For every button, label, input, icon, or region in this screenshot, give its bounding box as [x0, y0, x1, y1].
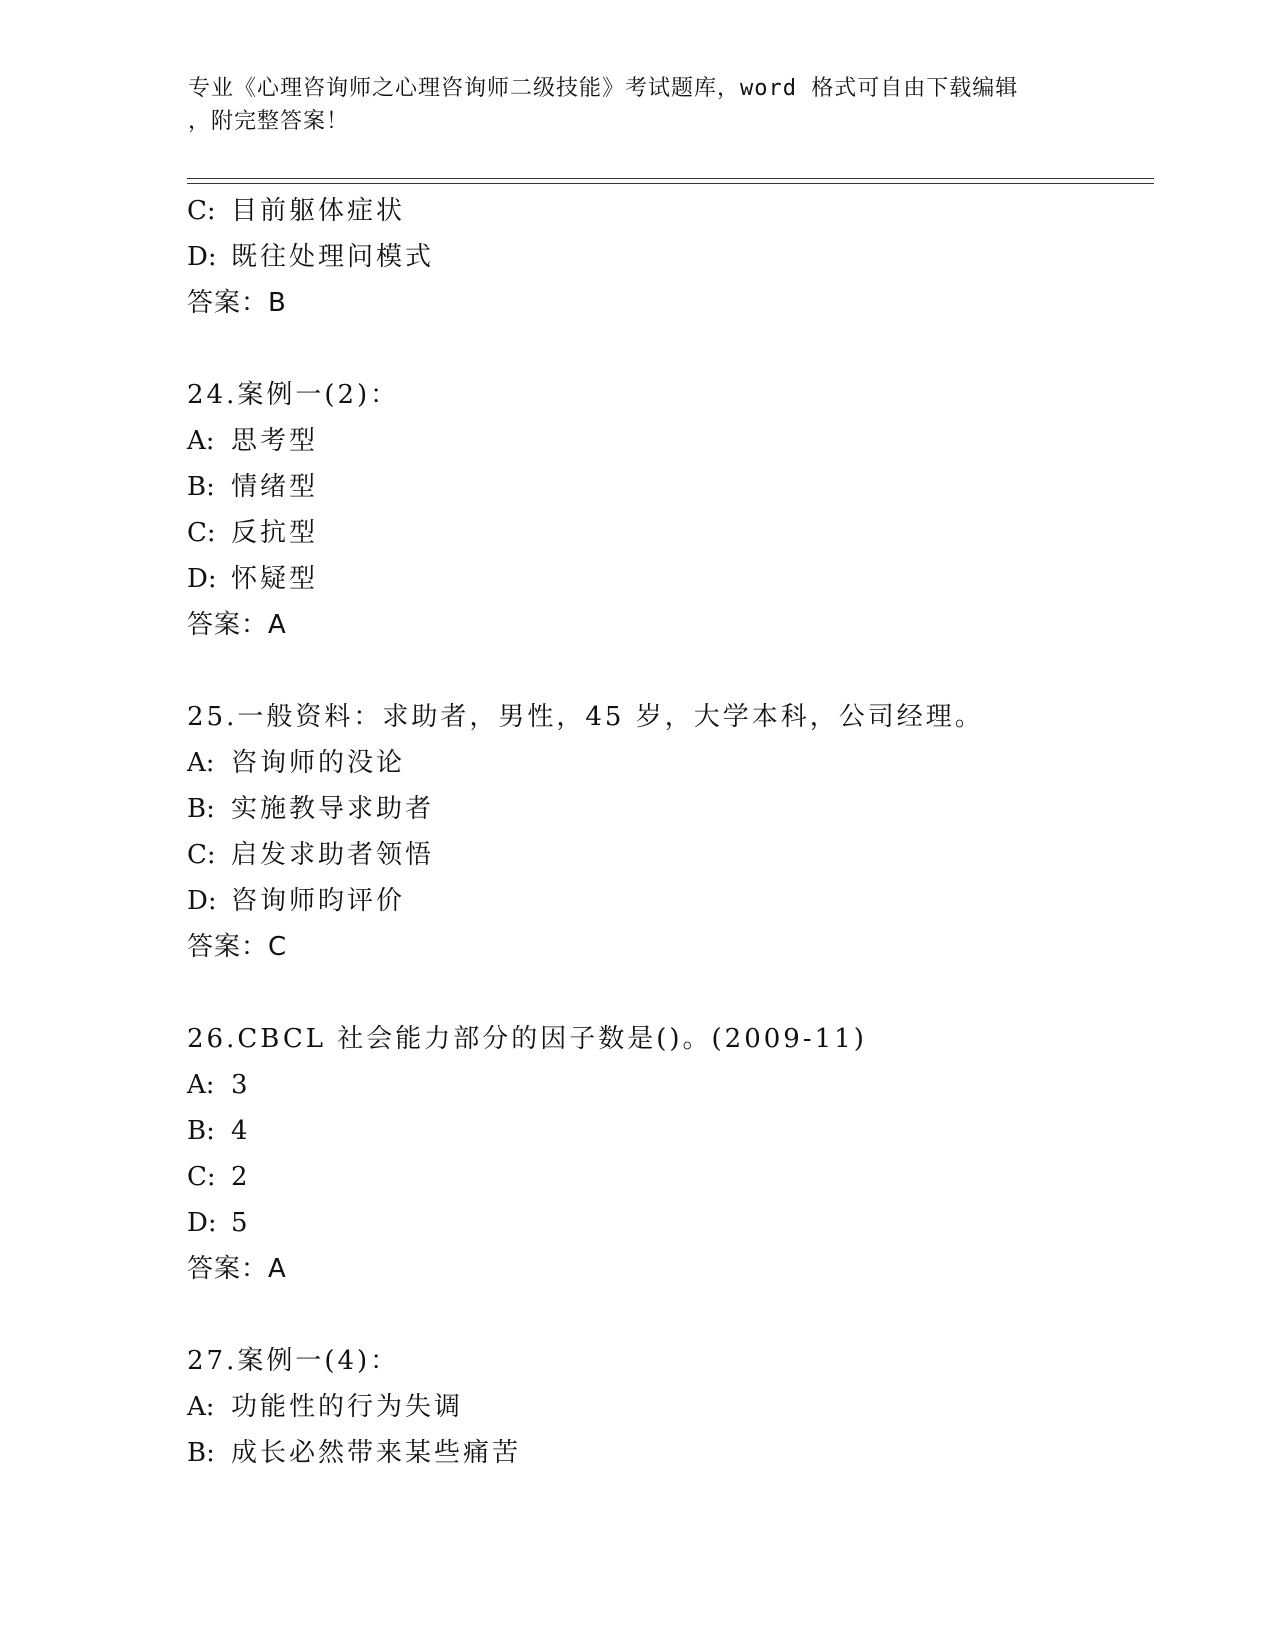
option-letter: A: — [187, 1070, 215, 1100]
answer-line: 答案：C — [187, 932, 288, 962]
document-header — [188, 72, 1088, 138]
option-letter: C: — [187, 518, 216, 548]
answer-line: 答案：B — [187, 288, 287, 318]
spacer — [187, 326, 1147, 372]
question-25 — [187, 694, 1147, 970]
option-b — [187, 786, 1147, 832]
option-text: 成长必然带来某些痛苦 — [231, 1438, 522, 1468]
option-b — [187, 1108, 1147, 1154]
header-divider-bottom — [187, 183, 1154, 184]
option-letter: C: — [187, 196, 216, 226]
option-b — [187, 464, 1147, 510]
option-a — [187, 1062, 1147, 1108]
option-text: 3 — [231, 1070, 251, 1100]
option-letter: D: — [187, 242, 217, 272]
option-text: 目前躯体症状 — [231, 196, 406, 226]
option-text: 启发求助者领悟 — [231, 840, 435, 870]
option-letter: D: — [187, 886, 217, 916]
question-stem: 25.一般资料：求助者，男性，45 岁，大学本科，公司经理。 — [187, 702, 984, 732]
spacer — [187, 970, 1147, 1016]
option-c — [187, 832, 1147, 878]
answer-line: 答案：A — [187, 610, 287, 640]
option-text: 2 — [231, 1162, 251, 1192]
option-c — [187, 1154, 1147, 1200]
option-text: 思考型 — [231, 426, 319, 456]
option-letter: A: — [187, 748, 215, 778]
answer-line: 答案：A — [187, 1254, 287, 1284]
question-stem: 26.CBCL 社会能力部分的因子数是()。(2009-11) — [187, 1024, 867, 1054]
option-letter: A: — [187, 426, 215, 456]
option-text: 功能性的行为失调 — [231, 1392, 464, 1422]
option-b — [187, 1430, 1147, 1476]
option-text: 咨询师的没论 — [231, 748, 406, 778]
question-list — [187, 188, 1147, 1476]
option-text: 咨询师昀评价 — [231, 886, 406, 916]
option-text: 既往处理问模式 — [231, 242, 435, 272]
option-d — [187, 878, 1147, 924]
question-fragment — [187, 188, 1147, 326]
question-stem: 24.案例一(2)： — [187, 380, 400, 410]
option-letter: B: — [187, 794, 215, 824]
option-c — [187, 510, 1147, 556]
option-d — [187, 556, 1147, 602]
option-letter: D: — [187, 564, 217, 594]
option-text: 怀疑型 — [231, 564, 319, 594]
spacer — [187, 648, 1147, 694]
question-stem: 27.案例一(4)： — [187, 1346, 400, 1376]
option-letter: C: — [187, 1162, 216, 1192]
option-text: 情绪型 — [231, 472, 319, 502]
option-letter: B: — [187, 1116, 215, 1146]
option-letter: C: — [187, 840, 216, 870]
option-text: 4 — [231, 1116, 251, 1146]
option-d — [187, 1200, 1147, 1246]
option-d — [187, 234, 1147, 280]
question-24 — [187, 372, 1147, 648]
header-divider-top — [187, 178, 1154, 179]
question-26 — [187, 1016, 1147, 1292]
option-a — [187, 740, 1147, 786]
option-text: 反抗型 — [231, 518, 319, 548]
header-title-line: 专业《心理咨询师之心理咨询师二级技能》考试题库，word 格式可自由下载编辑 — [188, 76, 1019, 101]
question-27 — [187, 1338, 1147, 1476]
option-letter: D: — [187, 1208, 217, 1238]
option-c — [187, 188, 1147, 234]
option-text: 5 — [231, 1208, 251, 1238]
option-letter: A: — [187, 1392, 215, 1422]
option-letter: B: — [187, 1438, 215, 1468]
option-a — [187, 418, 1147, 464]
header-title-continuation: ，附完整答案！ — [188, 109, 350, 134]
option-a — [187, 1384, 1147, 1430]
spacer — [187, 1292, 1147, 1338]
option-letter: B: — [187, 472, 215, 502]
option-text: 实施教导求助者 — [231, 794, 435, 824]
